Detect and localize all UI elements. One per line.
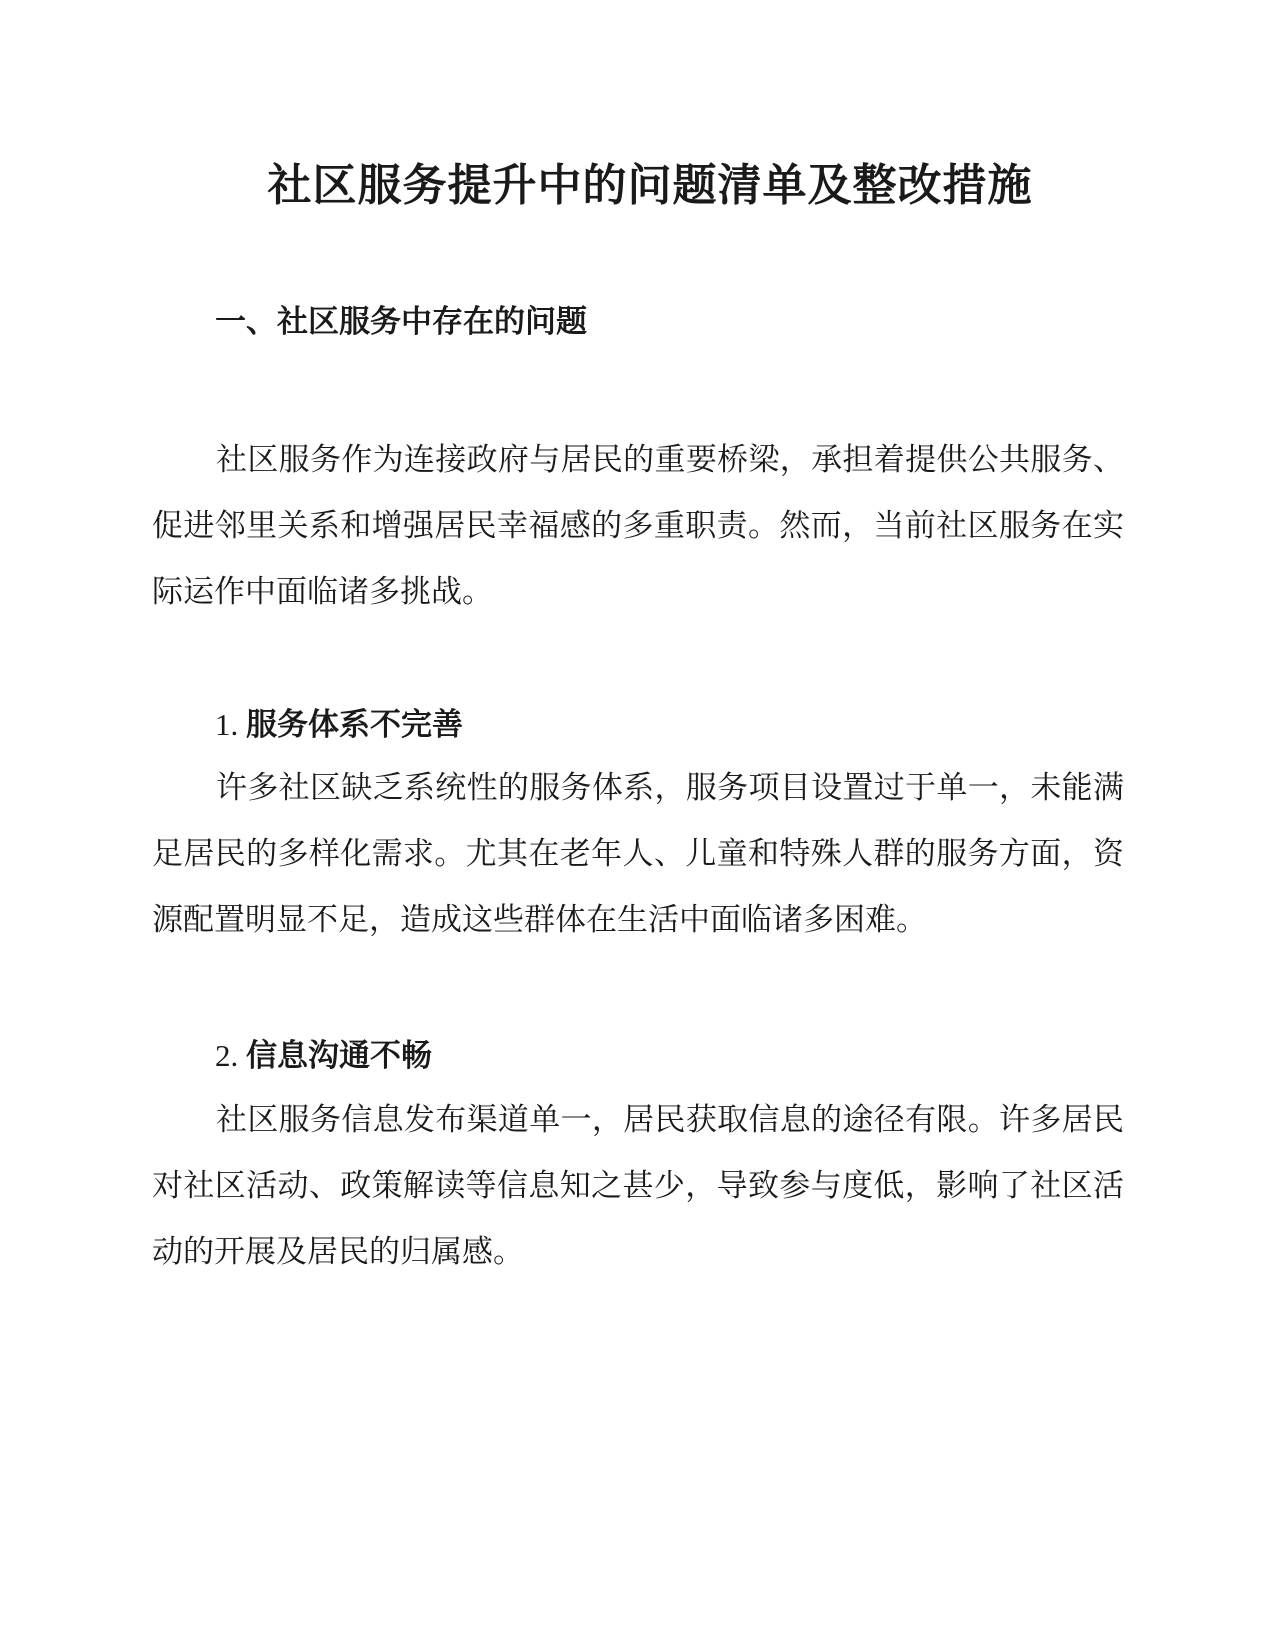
item-heading-label: 信息沟通不畅	[246, 1038, 432, 1074]
item-number: 2.	[215, 1038, 246, 1073]
item-number: 1.	[215, 707, 246, 742]
intro-paragraph: 社区服务作为连接政府与居民的重要桥梁，承担着提供公共服务、促进邻里关系和增强居民幸福感的多重职责。然而，当前社区服务在实际运作中面临诸多挑战。	[152, 442, 1124, 610]
item-heading-label: 服务体系不完善	[246, 707, 463, 743]
section-heading: 一、社区服务中存在的问题	[215, 304, 587, 340]
document-title: 社区服务提升中的问题清单及整改措施	[267, 160, 1033, 211]
item-heading	[215, 700, 463, 750]
item-paragraph: 社区服务信息发布渠道单一，居民获取信息的途径有限。许多居民对社区活动、政策解读等信息知之甚少，导致参与度低，影响了社区活动的开展及居民的归属感。	[152, 1102, 1124, 1270]
item-heading	[215, 1031, 432, 1081]
item-paragraph: 许多社区缺乏系统性的服务体系，服务项目设置过于单一，未能满足居民的多样化需求。尤其在老年人、儿童和特殊人群的服务方面，资源配置明显不足，造成这些群体在生活中面临诸多困难。	[152, 770, 1124, 938]
